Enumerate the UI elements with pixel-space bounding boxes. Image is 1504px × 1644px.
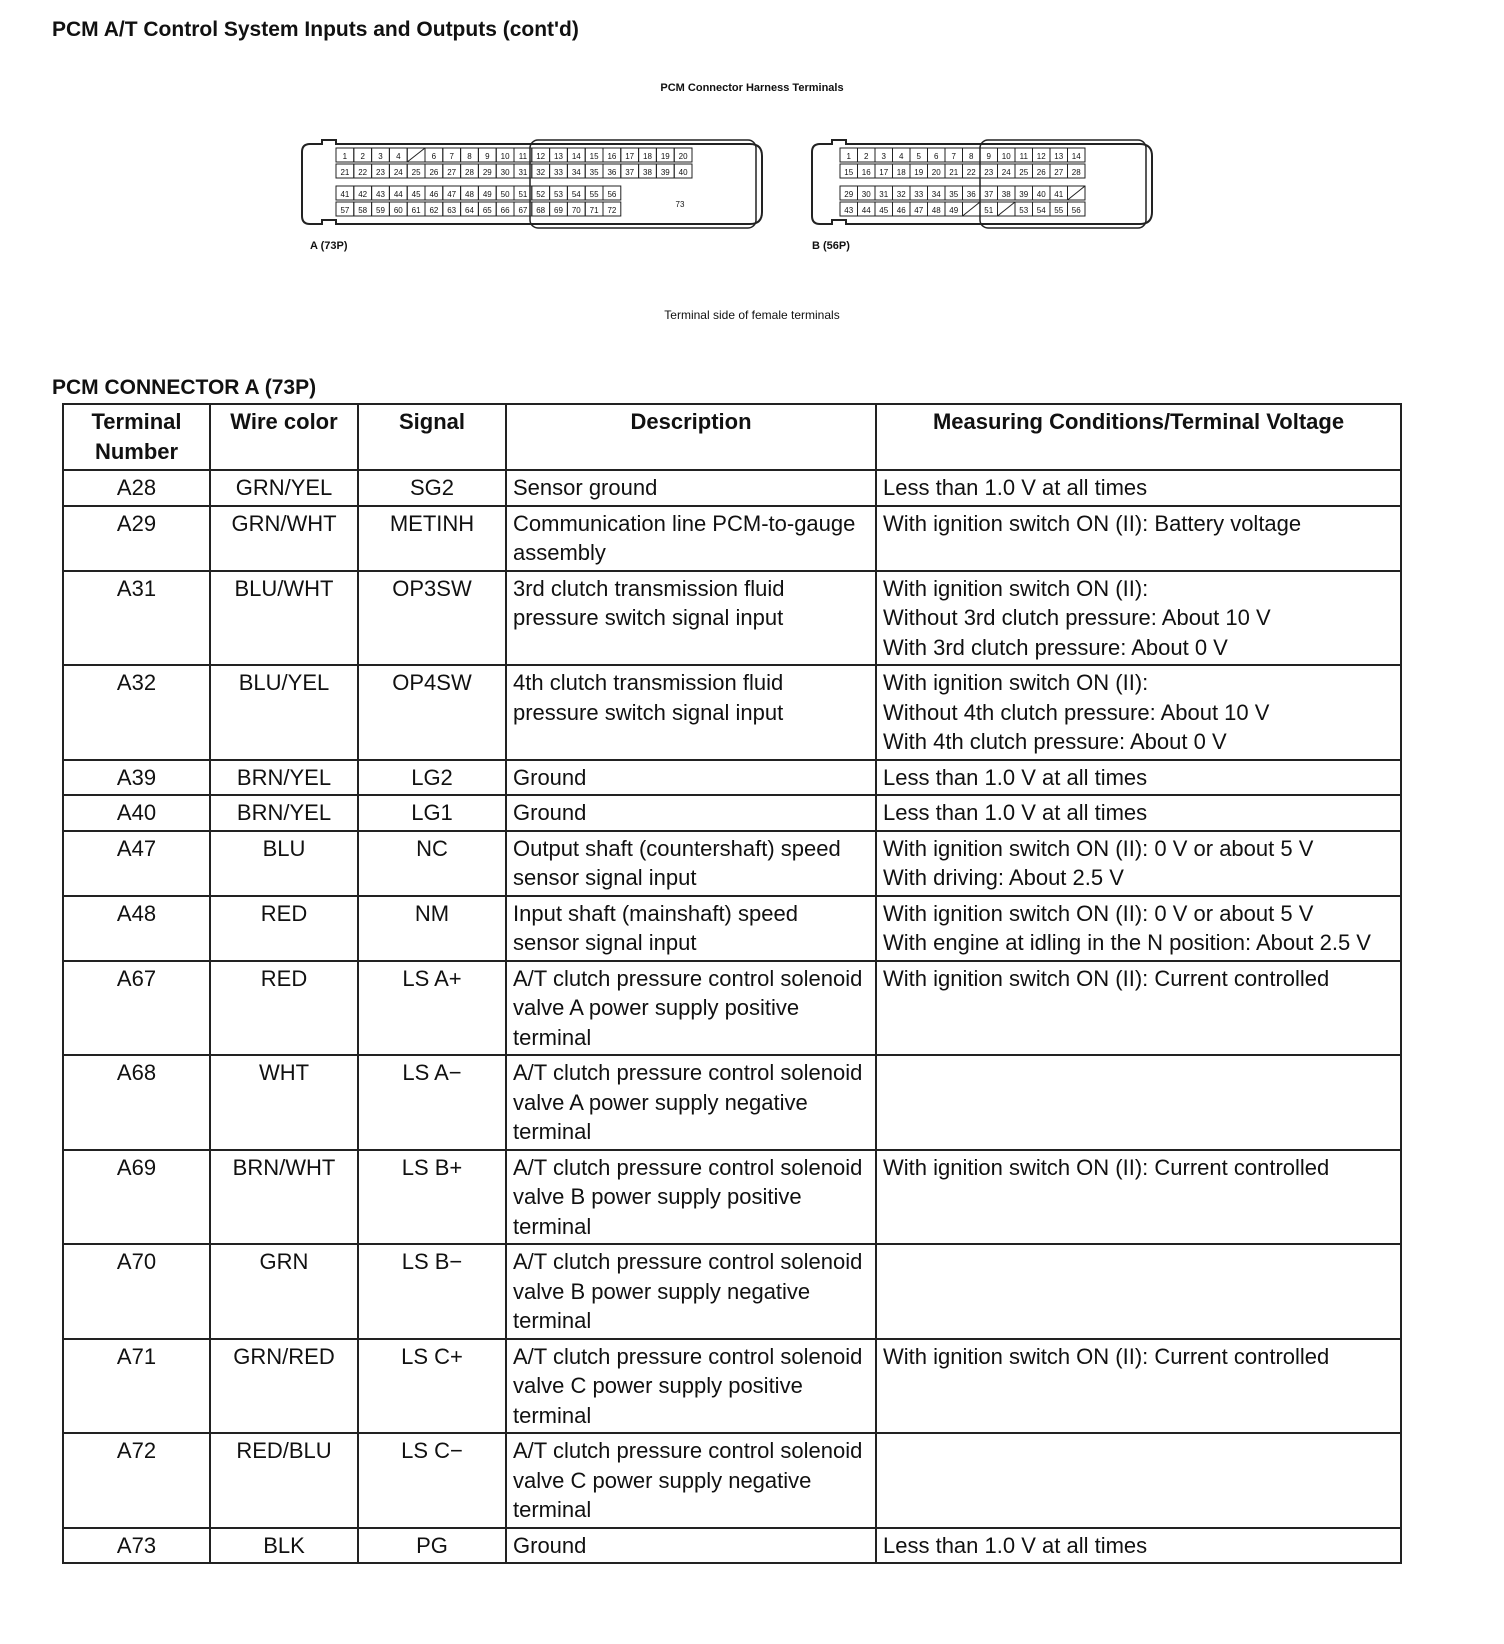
terminal-number: 46 bbox=[896, 206, 906, 215]
connector-a-large-terminal: 73 bbox=[675, 200, 685, 209]
measuring-cell: With ignition switch ON (II): Current controlled bbox=[876, 961, 1401, 1056]
terminal-number: 49 bbox=[482, 190, 492, 199]
terminal-cell: A31 bbox=[63, 571, 210, 666]
description-cell: A/T clutch pressure control solenoid valve B power supply negative terminal bbox=[506, 1244, 876, 1339]
wire-color-cell: BLU/WHT bbox=[210, 571, 358, 666]
terminal-number: 38 bbox=[643, 168, 652, 177]
description-cell: Output shaft (countershaft) speed sensor signal input bbox=[506, 831, 876, 896]
terminal-cell: A32 bbox=[63, 665, 210, 760]
terminal-number: 22 bbox=[966, 168, 976, 177]
terminal-number: 9 bbox=[986, 152, 991, 161]
terminal-number: 34 bbox=[931, 190, 941, 199]
terminal-number: 10 bbox=[1001, 152, 1011, 161]
measuring-cell bbox=[876, 1244, 1401, 1339]
terminal-cell: A72 bbox=[63, 1433, 210, 1528]
terminal-cell: A69 bbox=[63, 1150, 210, 1245]
terminal-number: 2 bbox=[864, 152, 869, 161]
signal-cell: OP4SW bbox=[358, 665, 506, 760]
terminal-cell: A68 bbox=[63, 1055, 210, 1150]
terminal-number: 26 bbox=[429, 168, 439, 177]
terminal-number: 31 bbox=[879, 190, 889, 199]
wire-color-cell: RED/BLU bbox=[210, 1433, 358, 1528]
terminal-cell: A48 bbox=[63, 896, 210, 961]
signal-cell: METINH bbox=[358, 506, 506, 571]
terminal-number: 23 bbox=[376, 168, 385, 177]
terminal-number: 4 bbox=[396, 152, 401, 161]
terminal-number: 6 bbox=[431, 152, 437, 161]
wire-color-cell: BRN/WHT bbox=[210, 1150, 358, 1245]
connector-b-label: B (56P) bbox=[812, 240, 850, 252]
signal-cell: PG bbox=[358, 1528, 506, 1564]
table-row bbox=[63, 795, 1401, 831]
description-cell: Input shaft (mainshaft) speed sensor signal input bbox=[506, 896, 876, 961]
terminal-number: 44 bbox=[861, 206, 871, 215]
terminal-number: 30 bbox=[861, 190, 871, 199]
terminal-number: 36 bbox=[607, 168, 617, 177]
terminal-number: 39 bbox=[1019, 190, 1029, 199]
empty-terminal-slash bbox=[998, 202, 1016, 216]
table-row bbox=[63, 1150, 1401, 1245]
terminal-number: 37 bbox=[984, 190, 994, 199]
wire-color-cell: GRN/WHT bbox=[210, 506, 358, 571]
connector-b-diagram bbox=[810, 138, 1160, 230]
measuring-cell: Less than 1.0 V at all times bbox=[876, 470, 1401, 506]
table-row bbox=[63, 1433, 1401, 1528]
measuring-cell: Less than 1.0 V at all times bbox=[876, 795, 1401, 831]
terminal-number: 37 bbox=[625, 168, 635, 177]
terminal-number: 27 bbox=[1054, 168, 1064, 177]
terminal-number: 53 bbox=[554, 190, 563, 199]
terminal-number: 33 bbox=[914, 190, 924, 199]
measuring-cell: With ignition switch ON (II): Current controlled bbox=[876, 1150, 1401, 1245]
terminal-number: 34 bbox=[571, 168, 581, 177]
terminal-number: 2 bbox=[360, 152, 365, 161]
terminal-number: 44 bbox=[393, 190, 403, 199]
table-row bbox=[63, 1339, 1401, 1434]
terminal-number: 57 bbox=[340, 206, 350, 215]
terminal-number: 40 bbox=[1036, 190, 1046, 199]
terminal-number: 14 bbox=[1071, 152, 1081, 161]
table-row bbox=[63, 470, 1401, 506]
terminal-number: 16 bbox=[861, 168, 871, 177]
terminal-number: 47 bbox=[914, 206, 924, 215]
terminal-number: 43 bbox=[376, 190, 385, 199]
terminal-number: 35 bbox=[949, 190, 959, 199]
terminal-number: 45 bbox=[411, 190, 421, 199]
terminal-cell: A67 bbox=[63, 961, 210, 1056]
terminal-number: 55 bbox=[589, 190, 599, 199]
measuring-cell bbox=[876, 1055, 1401, 1150]
terminal-number: 64 bbox=[465, 206, 474, 215]
terminal-number: 7 bbox=[449, 152, 454, 161]
terminal-number: 43 bbox=[844, 206, 854, 215]
description-cell: A/T clutch pressure control solenoid valve A power supply positive terminal bbox=[506, 961, 876, 1056]
terminal-number: 72 bbox=[607, 206, 617, 215]
description-cell: Ground bbox=[506, 760, 876, 796]
measuring-cell: Less than 1.0 V at all times bbox=[876, 760, 1401, 796]
table-row bbox=[63, 1244, 1401, 1339]
terminal-number: 48 bbox=[931, 206, 941, 215]
terminal-number: 9 bbox=[485, 152, 490, 161]
terminal-number: 65 bbox=[482, 206, 492, 215]
description-cell: A/T clutch pressure control solenoid valve C power supply negative terminal bbox=[506, 1433, 876, 1528]
signal-cell: NM bbox=[358, 896, 506, 961]
terminal-number: 15 bbox=[844, 168, 854, 177]
terminal-number: 18 bbox=[896, 168, 906, 177]
wire-color-cell: WHT bbox=[210, 1055, 358, 1150]
terminal-number: 41 bbox=[1054, 190, 1064, 199]
description-cell: A/T clutch pressure control solenoid valve C power supply positive terminal bbox=[506, 1339, 876, 1434]
terminal-number: 14 bbox=[571, 152, 581, 161]
header-measuring: Measuring Conditions/Terminal Voltage bbox=[876, 404, 1401, 470]
table-row bbox=[63, 831, 1401, 896]
terminal-number: 54 bbox=[1036, 206, 1046, 215]
signal-cell: LS B− bbox=[358, 1244, 506, 1339]
wire-color-cell: BLU bbox=[210, 831, 358, 896]
terminal-cell: A73 bbox=[63, 1528, 210, 1564]
terminal-number: 29 bbox=[482, 168, 492, 177]
wire-color-cell: GRN/RED bbox=[210, 1339, 358, 1434]
terminal-number: 70 bbox=[571, 206, 581, 215]
terminal-number: 3 bbox=[881, 152, 886, 161]
terminal-number: 71 bbox=[589, 206, 599, 215]
table-row bbox=[63, 506, 1401, 571]
table-row bbox=[63, 571, 1401, 666]
terminal-number: 42 bbox=[358, 190, 368, 199]
terminal-number: 17 bbox=[879, 168, 889, 177]
terminal-number: 49 bbox=[949, 206, 959, 215]
description-cell: A/T clutch pressure control solenoid valve A power supply negative terminal bbox=[506, 1055, 876, 1150]
terminal-number: 59 bbox=[376, 206, 385, 215]
terminal-cell: A28 bbox=[63, 470, 210, 506]
wire-color-cell: BRN/YEL bbox=[210, 760, 358, 796]
terminal-number: 31 bbox=[518, 168, 528, 177]
terminal-number: 6 bbox=[934, 152, 939, 161]
empty-terminal-slash bbox=[407, 148, 425, 162]
terminal-number: 46 bbox=[429, 190, 439, 199]
terminal-number: 24 bbox=[1001, 168, 1011, 177]
terminal-number: 8 bbox=[969, 152, 974, 161]
signal-cell: LG1 bbox=[358, 795, 506, 831]
wire-color-cell: RED bbox=[210, 896, 358, 961]
empty-terminal-slash bbox=[1068, 186, 1086, 200]
terminal-number: 11 bbox=[1019, 152, 1028, 161]
terminal-number: 21 bbox=[340, 168, 350, 177]
terminal-number: 55 bbox=[1054, 206, 1064, 215]
measuring-cell: With ignition switch ON (II): Without 3rd clutch pressure: About 10 V With 3rd clutch pressure: About 0 V bbox=[876, 571, 1401, 666]
terminal-number: 15 bbox=[589, 152, 599, 161]
description-cell: Ground bbox=[506, 1528, 876, 1564]
table-row bbox=[63, 1528, 1401, 1564]
terminal-number: 67 bbox=[518, 206, 528, 215]
terminal-number: 62 bbox=[429, 206, 439, 215]
measuring-cell: With ignition switch ON (II): Without 4th clutch pressure: About 10 V With 4th clutch pressure: About 0 V bbox=[876, 665, 1401, 760]
terminal-number: 26 bbox=[1036, 168, 1046, 177]
terminal-number: 16 bbox=[607, 152, 617, 161]
terminal-cell: A71 bbox=[63, 1339, 210, 1434]
terminal-number: 3 bbox=[378, 152, 383, 161]
terminal-number: 29 bbox=[844, 190, 854, 199]
terminal-number: 30 bbox=[500, 168, 510, 177]
terminal-number: 38 bbox=[1001, 190, 1011, 199]
terminal-number: 24 bbox=[393, 168, 403, 177]
terminal-number: 52 bbox=[536, 190, 546, 199]
terminal-number: 54 bbox=[571, 190, 581, 199]
terminal-number: 19 bbox=[660, 152, 670, 161]
terminal-number: 17 bbox=[625, 152, 635, 161]
terminal-number: 20 bbox=[931, 168, 941, 177]
terminal-number: 40 bbox=[678, 168, 688, 177]
pin-table bbox=[62, 403, 1402, 1564]
terminal-cell: A40 bbox=[63, 795, 210, 831]
terminal-number: 35 bbox=[589, 168, 599, 177]
terminal-number: 27 bbox=[447, 168, 457, 177]
terminal-number: 11 bbox=[518, 152, 528, 161]
measuring-cell: With ignition switch ON (II): Current controlled bbox=[876, 1339, 1401, 1434]
header-description: Description bbox=[506, 404, 876, 470]
wire-color-cell: BLK bbox=[210, 1528, 358, 1564]
terminal-number: 32 bbox=[536, 168, 546, 177]
wire-color-cell: GRN bbox=[210, 1244, 358, 1339]
signal-cell: LG2 bbox=[358, 760, 506, 796]
terminal-number: 12 bbox=[536, 152, 546, 161]
description-cell: Communication line PCM-to-gauge assembly bbox=[506, 506, 876, 571]
terminal-number: 7 bbox=[951, 152, 956, 161]
signal-cell: LS A+ bbox=[358, 961, 506, 1056]
terminal-number: 39 bbox=[660, 168, 670, 177]
terminal-number: 12 bbox=[1036, 152, 1046, 161]
signal-cell: NC bbox=[358, 831, 506, 896]
terminal-number: 68 bbox=[536, 206, 546, 215]
table-header-row bbox=[63, 404, 1401, 470]
signal-cell: OP3SW bbox=[358, 571, 506, 666]
connector-a-label: A (73P) bbox=[310, 240, 348, 252]
signal-cell: LS B+ bbox=[358, 1150, 506, 1245]
table-row bbox=[63, 1055, 1401, 1150]
diagram-caption: PCM Connector Harness Terminals bbox=[660, 82, 844, 94]
signal-cell: SG2 bbox=[358, 470, 506, 506]
terminal-number: 69 bbox=[554, 206, 563, 215]
terminal-number: 25 bbox=[1019, 168, 1029, 177]
terminal-number: 22 bbox=[358, 168, 368, 177]
wire-color-cell: GRN/YEL bbox=[210, 470, 358, 506]
terminal-cell: A70 bbox=[63, 1244, 210, 1339]
terminal-number: 13 bbox=[554, 152, 563, 161]
terminal-cell: A47 bbox=[63, 831, 210, 896]
terminal-number: 47 bbox=[447, 190, 457, 199]
signal-cell: LS C− bbox=[358, 1433, 506, 1528]
terminal-number: 53 bbox=[1019, 206, 1029, 215]
terminal-number: 58 bbox=[358, 206, 368, 215]
signal-cell: LS A− bbox=[358, 1055, 506, 1150]
terminal-number: 41 bbox=[340, 190, 350, 199]
terminal-number: 51 bbox=[984, 206, 994, 215]
terminal-number: 21 bbox=[949, 168, 959, 177]
wire-color-cell: RED bbox=[210, 961, 358, 1056]
measuring-cell: Less than 1.0 V at all times bbox=[876, 1528, 1401, 1564]
terminal-number: 28 bbox=[465, 168, 474, 177]
measuring-cell: With ignition switch ON (II): 0 V or about 5 V With engine at idling in the N position: About 2.5 V bbox=[876, 896, 1401, 961]
table-row bbox=[63, 665, 1401, 760]
table-row bbox=[63, 896, 1401, 961]
wire-color-cell: BLU/YEL bbox=[210, 665, 358, 760]
table-row bbox=[63, 760, 1401, 796]
terminal-number: 50 bbox=[500, 190, 510, 199]
diagram-footnote: Terminal side of female terminals bbox=[664, 308, 840, 322]
measuring-cell: With ignition switch ON (II): 0 V or about 5 V With driving: About 2.5 V bbox=[876, 831, 1401, 896]
terminal-number: 60 bbox=[393, 206, 403, 215]
terminal-number: 32 bbox=[896, 190, 906, 199]
terminal-number: 51 bbox=[518, 190, 528, 199]
description-cell: 3rd clutch transmission fluid pressure switch signal input bbox=[506, 571, 876, 666]
terminal-number: 33 bbox=[554, 168, 563, 177]
terminal-cell: A29 bbox=[63, 506, 210, 571]
terminal-number: 61 bbox=[411, 206, 421, 215]
terminal-number: 23 bbox=[984, 168, 994, 177]
terminal-number: 45 bbox=[879, 206, 889, 215]
description-cell: A/T clutch pressure control solenoid valve B power supply positive terminal bbox=[506, 1150, 876, 1245]
description-cell: Sensor ground bbox=[506, 470, 876, 506]
terminal-number: 63 bbox=[447, 206, 457, 215]
table-row bbox=[63, 961, 1401, 1056]
terminal-number: 36 bbox=[966, 190, 976, 199]
terminal-number: 1 bbox=[846, 152, 851, 161]
connector-a-diagram bbox=[300, 138, 770, 230]
terminal-number: 56 bbox=[607, 190, 617, 199]
terminal-number: 4 bbox=[899, 152, 904, 161]
terminal-number: 19 bbox=[914, 168, 924, 177]
signal-cell: LS C+ bbox=[358, 1339, 506, 1434]
measuring-cell: With ignition switch ON (II): Battery voltage bbox=[876, 506, 1401, 571]
table-title: PCM CONNECTOR A (73P) bbox=[52, 376, 317, 399]
terminal-number: 1 bbox=[342, 152, 348, 161]
empty-terminal-slash bbox=[963, 202, 981, 216]
terminal-number: 25 bbox=[411, 168, 421, 177]
measuring-cell bbox=[876, 1433, 1401, 1528]
terminal-number: 13 bbox=[1054, 152, 1064, 161]
terminal-number: 20 bbox=[678, 152, 688, 161]
terminal-number: 56 bbox=[1071, 206, 1081, 215]
wire-color-cell: BRN/YEL bbox=[210, 795, 358, 831]
description-cell: Ground bbox=[506, 795, 876, 831]
page-title: PCM A/T Control System Inputs and Outputs (cont'd) bbox=[52, 18, 579, 41]
terminal-number: 10 bbox=[500, 152, 510, 161]
header-signal: Signal bbox=[358, 404, 506, 470]
terminal-number: 18 bbox=[643, 152, 652, 161]
description-cell: 4th clutch transmission fluid pressure switch signal input bbox=[506, 665, 876, 760]
terminal-number: 5 bbox=[916, 152, 921, 161]
header-terminal: Terminal Number bbox=[63, 404, 210, 470]
terminal-number: 8 bbox=[467, 152, 472, 161]
terminal-number: 28 bbox=[1071, 168, 1081, 177]
terminal-number: 66 bbox=[500, 206, 510, 215]
terminal-number: 48 bbox=[465, 190, 474, 199]
header-wire-color: Wire color bbox=[210, 404, 358, 470]
terminal-cell: A39 bbox=[63, 760, 210, 796]
